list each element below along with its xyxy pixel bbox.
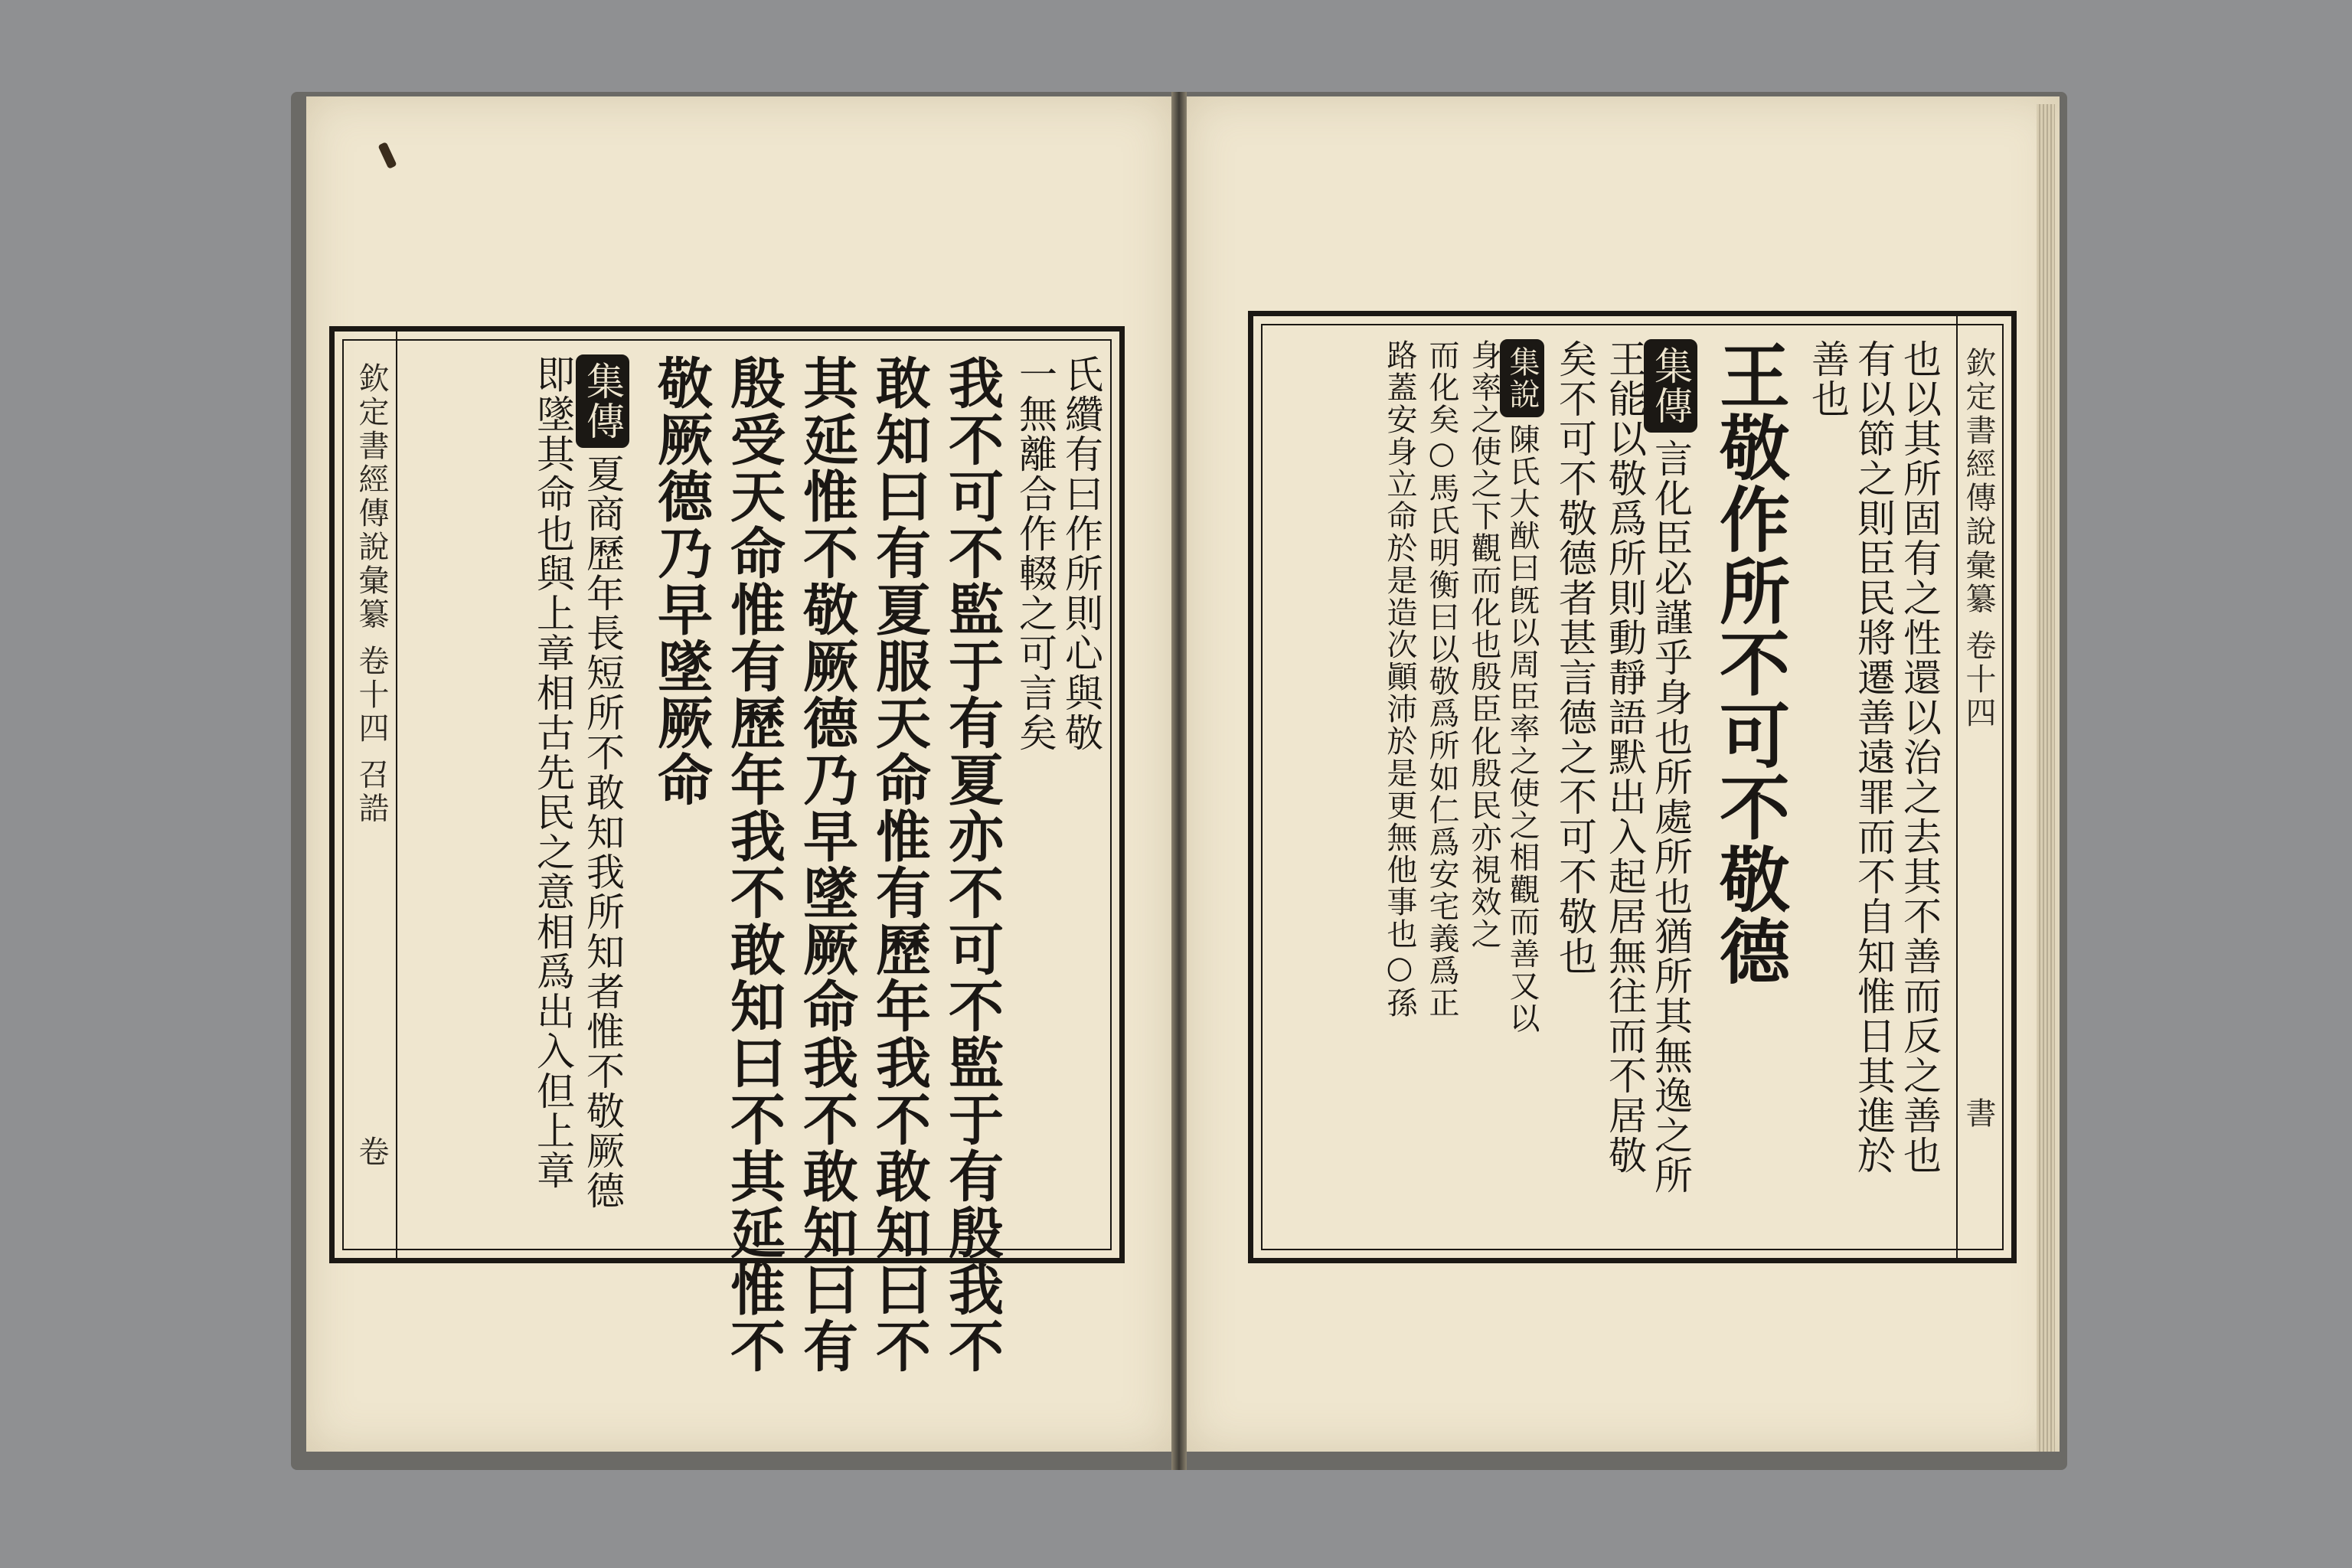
- right-margin-title: 欽定書經傳說彙纂 卷十四: [1961, 347, 1996, 730]
- right-text-frame: [1248, 311, 2017, 1263]
- open-book: [291, 92, 2067, 1470]
- left-page: [306, 96, 1171, 1452]
- left-margin-divider: [396, 332, 397, 1258]
- commentary-column: 矣不可不敬德者甚言德之不可不敬也: [1553, 339, 1597, 976]
- page-edge: [2037, 104, 2055, 1452]
- jishuo-column: 而化矣○馬氏明衡曰以敬爲所如仁爲安宅義爲正: [1424, 339, 1459, 1019]
- text-column: 殷受天命惟有歷年我不敢知曰不其延惟不: [721, 354, 786, 1374]
- text-column: 也以其所固有之性還以治之去其不善而反之善也: [1897, 339, 1942, 1175]
- text-column: 敢知曰有夏服天命惟有歷年我不敢知曰不: [867, 354, 932, 1374]
- right-page: [1187, 96, 2060, 1452]
- commentary-text: 言化臣必謹乎身也所處所也猶所其無逸之所: [1648, 439, 1693, 1195]
- commentary-column: [576, 354, 629, 1210]
- text-column: 我不可不監于有夏亦不可不監于有殷我不: [939, 354, 1004, 1374]
- commentary-column: [1644, 339, 1697, 1195]
- right-margin-page: 書: [1961, 1097, 1996, 1131]
- jishuo-column: 路蓋安身立命於是造次顚沛於是更無他事也○孫: [1382, 339, 1417, 1019]
- left-text-frame: [329, 326, 1125, 1374]
- text-column: 氏纘有曰作所則心與敬: [1059, 354, 1103, 753]
- commentary-column: 王能以敬爲所則動靜語默出入起居無往而不居敬: [1602, 339, 1647, 1175]
- text-column: 其延惟不敬厥德乃早墜厥命我不敢知曰有: [794, 354, 859, 1374]
- text-column: 一無離合作輟之可言矣: [1013, 354, 1057, 753]
- commentary-column: 即墜其命也與上章相古先民之意相爲出入但上章: [531, 354, 575, 1191]
- jishuo-text: 陳氏大猷曰旣以周臣率之使之相觀而善又以: [1504, 423, 1540, 1034]
- commentary-text: 夏商歷年長短所不敢知我所知者惟不敬厥德: [580, 454, 625, 1210]
- left-margin-title: 欽定書經傳說彙纂 卷十四 召誥: [354, 362, 389, 826]
- book-gutter: [1171, 92, 1187, 1470]
- jizhuan-badge: 集傳: [1644, 339, 1697, 433]
- jishuo-column: 身率之使之下觀而化也殷臣化殷民亦視效之: [1466, 339, 1501, 950]
- text-column: 有以節之則臣民將遷善遠罪而不自知惟日其進於: [1851, 339, 1896, 1175]
- jizhuan-badge: 集傳: [576, 354, 629, 448]
- text-column: 敬厥德乃早墜厥命: [648, 354, 714, 808]
- jishuo-column: [1500, 339, 1544, 1034]
- classic-text-column: 王敬作所不可不敬德: [1708, 339, 1791, 987]
- text-column: 善也: [1805, 339, 1850, 419]
- jishuo-badge: 集說: [1500, 339, 1544, 417]
- ink-mark: [377, 142, 397, 169]
- left-margin-page: 卷: [354, 1135, 389, 1169]
